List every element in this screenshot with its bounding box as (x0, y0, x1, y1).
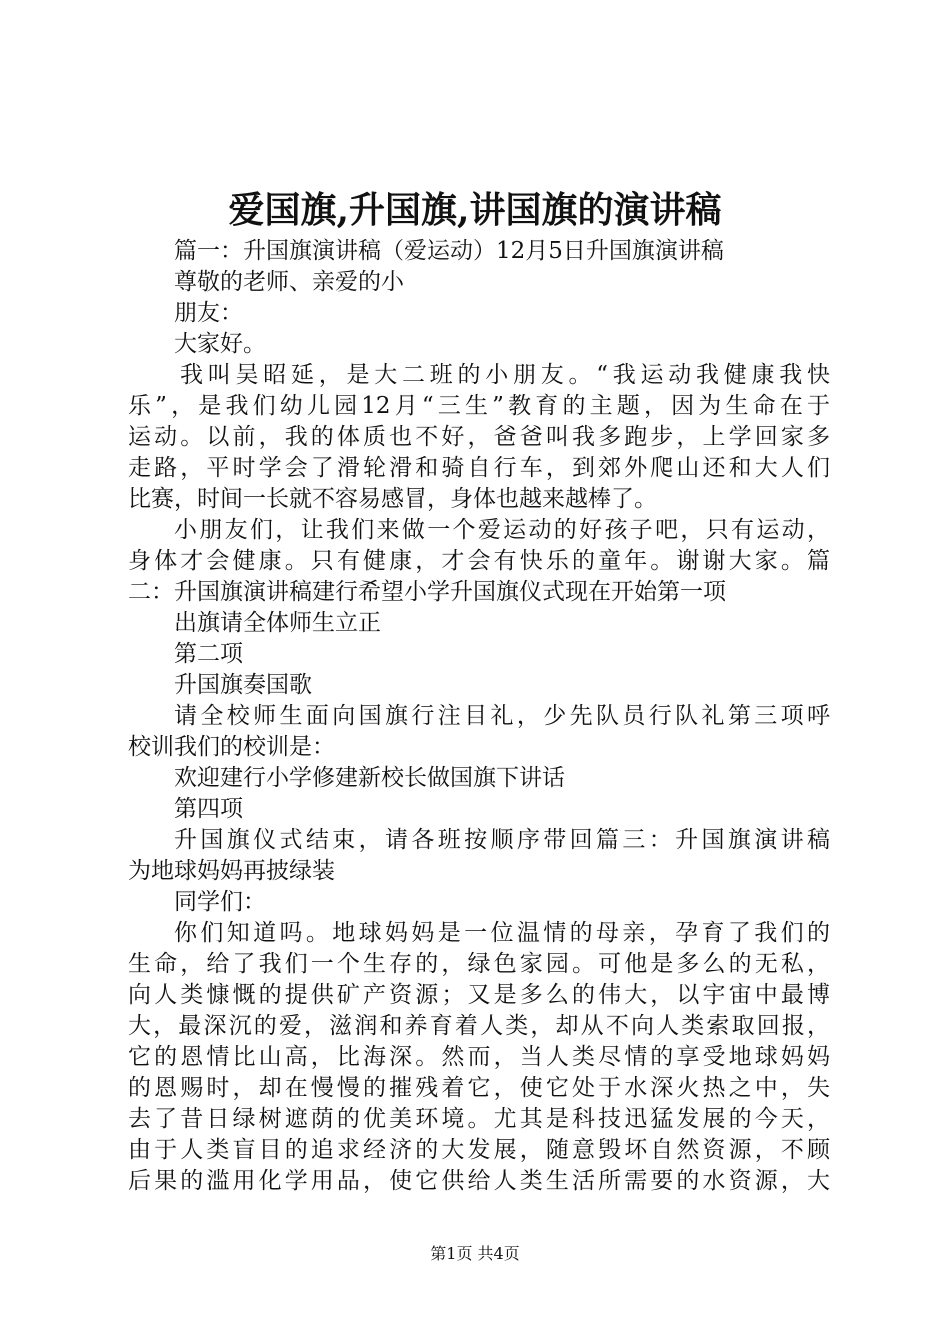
document-body (128, 236, 830, 1197)
body-line: 去了昔日绿树遮荫的优美环境。尤其是科技迅猛发展的今天， (128, 1106, 830, 1132)
body-line: 升国旗仪式结束，请各班按顺序带回篇三：升国旗演讲稿 (174, 827, 830, 853)
body-line: 向人类慷慨的提供矿产资源；又是多么的伟大，以宇宙中最博 (128, 982, 830, 1008)
body-line: 尊敬的老师、亲爱的小 (174, 269, 404, 295)
body-line: 出旗请全体师生立正 (174, 610, 381, 636)
body-line: 运动。以前，我的体质也不好，爸爸叫我多跑步，上学回家多 (128, 424, 830, 450)
body-line: 为地球妈妈再披绿装 (128, 858, 335, 884)
body-line: 乐”，是我们幼儿园12月“三生”教育的主题，因为生命在于 (128, 393, 830, 419)
body-line: 二：升国旗演讲稿建行希望小学升国旗仪式现在开始第一项 (128, 579, 726, 605)
body-line: 的恩赐时，却在慢慢的摧残着它，使它处于水深火热之中，失 (128, 1075, 830, 1101)
body-line: 升国旗奏国歌 (174, 672, 312, 698)
body-line: 走路，平时学会了滑轮滑和骑自行车，到郊外爬山还和大人们 (128, 455, 830, 481)
body-line: 第二项 (174, 641, 243, 667)
body-line: 欢迎建行小学修建新校长做国旗下讲话 (174, 765, 565, 791)
body-line: 同学们： (174, 889, 266, 915)
body-line: 请全校师生面向国旗行注目礼，少先队员行队礼第三项呼 (174, 703, 830, 729)
body-line: 小朋友们，让我们来做一个爱运动的好孩子吧，只有运动， (174, 517, 830, 543)
body-line: 身体才会健康。只有健康，才会有快乐的童年。谢谢大家。篇 (128, 548, 830, 574)
body-line: 比赛，时间一长就不容易感冒，身体也越来越棒了。 (128, 486, 657, 512)
body-line: 校训我们的校训是： (128, 734, 335, 760)
body-line: 后果的滥用化学用品，使它供给人类生活所需要的水资源，大 (128, 1168, 830, 1194)
body-line: 第四项 (174, 796, 243, 822)
body-line: 篇一：升国旗演讲稿（爱运动）12月5日升国旗演讲稿 (174, 238, 724, 264)
body-line: 朋友： (174, 300, 243, 326)
body-line: 它的恩情比山高，比海深。然而，当人类尽情的享受地球妈妈 (128, 1044, 830, 1070)
body-line: 大家好。 (174, 331, 266, 357)
body-line: 大，最深沉的爱，滋润和养育着人类，却从不向人类索取回报， (128, 1013, 830, 1039)
body-line: 生命，给了我们一个生存的，绿色家园。可他是多么的无私， (128, 951, 830, 977)
document-title: 爱国旗,升国旗,讲国旗的演讲稿 (228, 189, 722, 231)
body-line: 由于人类盲目的追求经济的大发展，随意毁坏自然资源，不顾 (128, 1137, 830, 1163)
page-number: 第1页 共4页 (430, 1244, 520, 1263)
body-line: 你们知道吗。地球妈妈是一位温情的母亲，孕育了我们的 (174, 920, 830, 946)
body-line: 我叫吴昭延，是大二班的小朋友。“我运动我健康我快 (180, 362, 830, 388)
